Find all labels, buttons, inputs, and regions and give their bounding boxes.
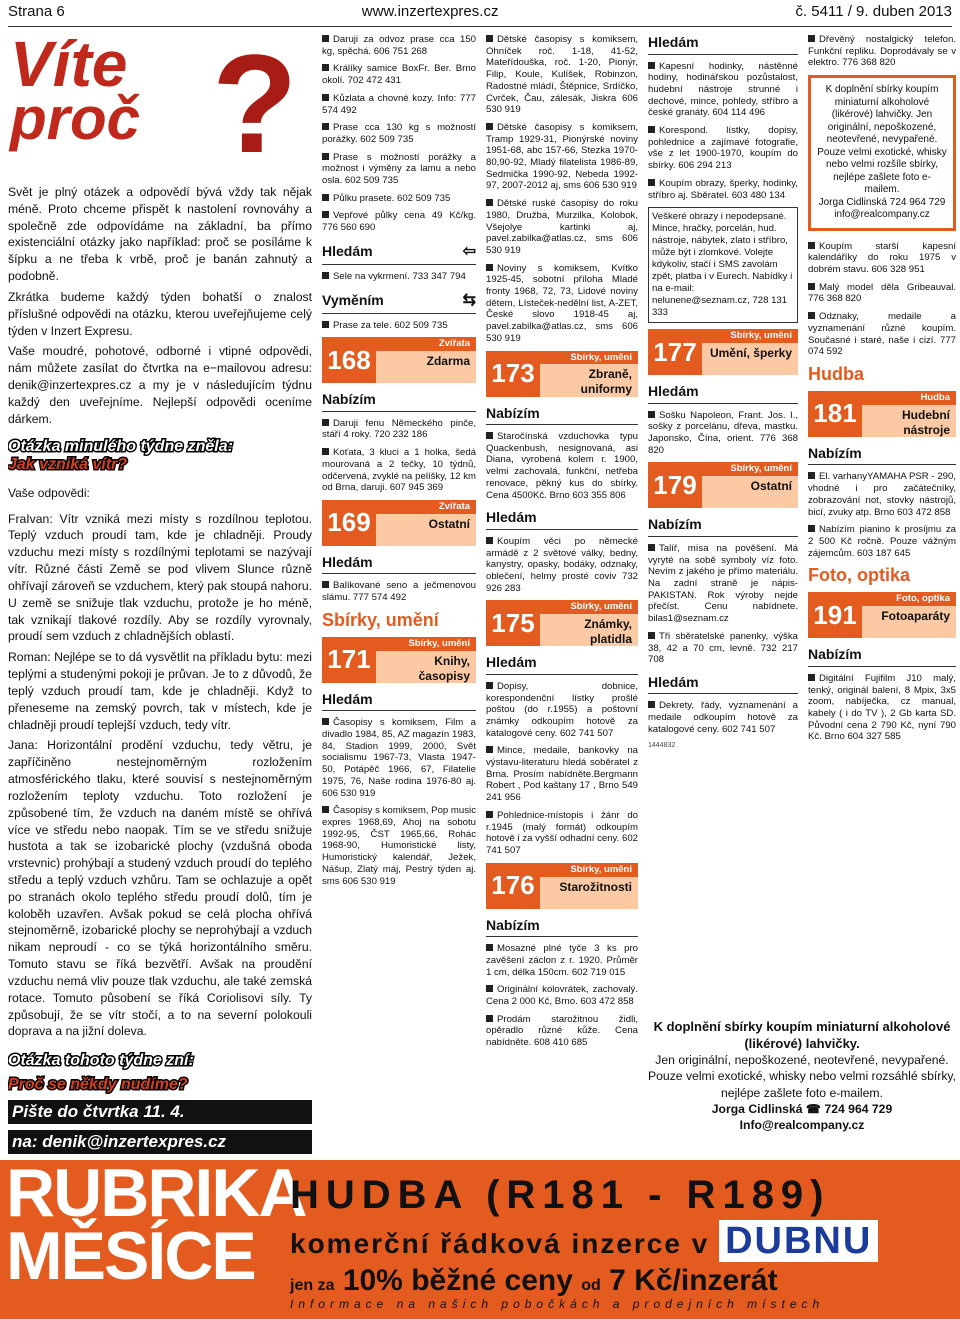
promo-line: Jorga Cidlinská 724 964 729 info@realcompany.cz (818, 196, 946, 221)
section-heading (322, 691, 476, 712)
category-number: 176 (486, 863, 540, 909)
banner-pct: 10% běžné ceny (342, 1264, 573, 1297)
list-item: Sele na vykrmení. 733 347 794 (322, 271, 476, 283)
arrow-icon: ⇆ (462, 291, 476, 309)
section-title: Sbírky, umění (322, 609, 439, 630)
list-item: Sošku Napoleon, Frant. Jos. I., sošky z porcelánu, dřeva, mastku. Japonsko, Čína, orient. 776 368 820 (648, 409, 798, 456)
list-item: Noviny s komiksem, Kvítko 1925-45, sobotní příloha Mladé fronty 1968, 72, 73, Lidové noviny dětem, Lísteček-nedělní list, A-ZET, České slovo 1918-45 aj, pavel.zabilka@atlas.cz, sms 606 530 919 (486, 262, 638, 344)
list-item: Kůzlata a chovné kozy. Info: 777 574 492 (322, 92, 476, 116)
column-3 (486, 34, 638, 1154)
category-number: 191 (808, 592, 862, 638)
deadline-1: Pište do čtvrtka 11. 4. (8, 1100, 312, 1124)
category-name: Známky, platidla (584, 617, 632, 647)
list-item: Mince, medaile, bankovky na výstavu-literaturu hledá soběratel z Brna. Prosím nabídněte.Bergmann Robert , Pod kaštany 17 , Brno 549 241 956 (486, 745, 638, 804)
section-heading (486, 654, 638, 675)
list-item: Dětské časopisy s komiksem, Ohníček roč. 1-18, 41-52, Mateřídouška, roč. 1-20, Pionýr, Filip, Koule, Kulíšek, Robinzon, Radostné mládí, Štěpnice, Srdíčko, Cvrček, Čau, zálesák, Jiskra 606 530 919 (486, 34, 638, 116)
banner-dubnu: DUBNU (719, 1220, 878, 1262)
list-item: Časopisy s komiksem, Pop music expres 1968,69, Ahoj na sobotu 1992-95, ČST 1965,66, Rohác 1968-90, Humoristické listy, Humoristický kalendář, Ježek, Nášup, Zlatý máj, Pestrý týden aj. sms 606 530 919 (322, 805, 476, 887)
category-sub: Sbírky, umění (540, 351, 638, 365)
prev-question: Jak vzniká vítr? (8, 455, 128, 473)
section-heading-label: Nabízím (648, 516, 702, 533)
list-item: Odznaky, medaile a vyznamenání různé koupím. Současné i staré, naše i cizí. 777 074 592 (808, 311, 956, 358)
rubrika-line2: MĚSÍCE (6, 1217, 255, 1294)
list-item: Prase za tele. 602 509 735 (322, 320, 476, 332)
category-name: Zbraně, uniformy (580, 367, 632, 397)
section-heading-label: Nabízím (808, 444, 862, 461)
answers-label: Vaše odpovědi: (8, 485, 90, 500)
category-name: Umění, šperky (709, 345, 792, 360)
column-4 (648, 34, 798, 1014)
section-heading (322, 391, 476, 412)
section-heading-label: Nabízím (486, 404, 540, 421)
list-item: El. varhanyYAMAHA PSR - 290, vhodné i pro začátečníky, zobrazování not, stovky nástrojů, bicí, zvuky atp. Brno 603 472 858 (808, 471, 956, 518)
category-name: Knihy, časopisy (418, 653, 470, 683)
header-rule (8, 26, 952, 27)
category-number: 169 (322, 500, 376, 546)
section-heading-label: Hledám (648, 383, 699, 400)
banner-price (290, 1262, 778, 1300)
ad-line: Pouze velmi exotické, whisky nebo velmi rozsáhlé sbírky, nejlépe zašlete foto e-mailem. (648, 1069, 956, 1100)
page-number: Strana 6 (8, 2, 65, 20)
list-item: Daruji za odvoz prase cca 150 kg, spěchá. 606 751 268 (322, 34, 476, 57)
list-item: Dětské časopisy s komiksem, Tramp 1929-31, Pionýrské noviny 1951-68, abc 157-66, Stezka 1970-80,90-92, Mladý filatelista 1986-89, Sedmička 1990-92, Nebeda 1992-97, 2007-2012 aj, sms 606 530 919 (486, 121, 638, 192)
issue-date: č. 5411 / 9. duben 2013 (795, 2, 952, 20)
list-item: Koťata, 3 kluci a 1 holka, šedá mourovaná a 2 tečky, 10 týdnů, odčervená, zvyklé na pelíšky, 12 km od Brna, daruji. 607 945 369 (322, 447, 476, 494)
section-heading (648, 516, 798, 537)
intro-text-2: Zkrátka budeme každý týden bohatší o znalost příslušné odpovědi na otázku, kterou uveřejňujeme celý týden v Inzert Expresu. (8, 289, 312, 338)
category-box (322, 637, 476, 683)
category-name: Fotoaparáty (881, 609, 950, 624)
section-heading-label: Hledám (322, 690, 373, 707)
list-item: Dětské ruské časopisy do roku 1980, Družba, Murzilka, Kolobok, Všejolye kartinki aj, pavel.zabilka@atlas.cz, sms 606 530 919 (486, 198, 638, 256)
section-heading (648, 674, 798, 695)
category-box (486, 351, 638, 397)
list-item: Malý model děla Gribeauval. 776 368 820 (808, 281, 956, 305)
list-item: Prase cca 130 kg s možností porážky. 602 509 735 (322, 122, 476, 145)
page-header (0, 0, 960, 24)
answer-2: Roman: Nejlépe se to dá vysvětlit na příkladu bytu: mezi teplými a studenými pokoji je průvan. Je to z důvodů, že teplý vzduch proudí tam, kde je chladněji. Když to přeneseme na zemský povrch, tak v místech, kde je chladněji proudí teplejší vzduch, tedy vítr. (8, 650, 312, 732)
answer-3: Jana: Horizontální prodění vzduchu, tedy větru, je zapříčiněno nestejnoměrným rozložením atmosférického tlaku, které souvisí s nestejnoměrným rozložením teploty vzduchu. Toto rozložení je způsobené tím, že vzduch na daném místě se ohřívá více ve středu nebo naopak. Tím se ve středu snižuje hustota a tak se izobarické plochy (vzdušná oboda vrstevnic) prohýbají a studený vzduch proudí do teplého středu a teplý vzduch vzhůru. Tam se ochlazuje a opět po stranách okolo teplého středu proudí dolů, tím je koloběh uzavřen. Avšak pokud se celá plocha ohřívá stejnoměrně, izobarické plochy se neprohýbají a vzduch nikam neproudí - co se týká horizontálního směru. Tomuto stavu se říká bezvětří. Avšak na proudění vzduchu nemá vliv pouze tlak vzduchu, ale také zemská rotace. Tomuto působení se říká Coriolisovi síly. Ty způsobují, že se vítr stočí, a to na severní polokouli doprava a na jižní doleva. (8, 738, 312, 1039)
list-item: Daruji fenu Německého pinče, stáří 4 roky. 720 232 186 (322, 417, 476, 441)
list-item: Půlku prasete. 602 509 735 (322, 193, 476, 205)
list-item: Časopisy s komiksem, Film a divadlo 1984, 85, AZ magazín 1983, 84, Stadion 1999, 2000, Svět socialismu 1967-73, Vlasta 1947-50, Potápěč 1966, 67, Filatelie 1975, 76, Naše rodina 1976-80 aj. 606 530 919 (322, 717, 476, 799)
category-box (322, 337, 476, 383)
category-sub: Sbírky, umění (702, 462, 798, 476)
ad-code: 1444832 (648, 741, 676, 749)
banner-od: od (581, 1277, 601, 1294)
list-item: Koupím starší kapesní kalendáříky do roku 1975 v dobrém stavu. 606 328 951 (808, 240, 956, 276)
liqueur-ad (648, 1018, 956, 1154)
list-item: Vepřové půlky cena 49 Kč/kg. 776 560 690 (322, 210, 476, 234)
section-heading-label: Vyměním (322, 291, 384, 308)
rubrika-title (6, 1155, 306, 1317)
category-number: 173 (486, 351, 540, 397)
category-sub: Sbírky, umění (540, 600, 638, 614)
category-box (808, 391, 956, 437)
list-item: Kapesní hodinky, nástěnné hodiny, hodinářskou pozůstalost, hudební nástroje strunné i dechové, mince, pohledy, stříbro a české granáty. 604 114 496 (648, 60, 798, 119)
category-sub: Sbírky, umění (702, 329, 798, 343)
section-heading (808, 445, 956, 466)
column-2 (322, 34, 476, 1154)
list-item: Mosazné plné tyče 3 ks pro zavěšení záclon z r. 1920. Průměr 1 cm, délka 150cm. 602 719 015 (486, 943, 638, 978)
category-box (648, 462, 798, 508)
category-sub: Sbírky, umění (540, 863, 638, 877)
section-heading (486, 917, 638, 938)
intro-text: Svět je plný otázek a odpovědí bývá vždy tak nějak méně. Proto chceme přispět k nastolení rovnováhy a společně zde odpovídáme na základní, ba přímo existenciální otázky jako například: proč se posíláme k šípku a ne třeba k vrbě, proč je banán zahnutý a podobně. (8, 185, 312, 284)
category-box (808, 592, 956, 638)
left-column (8, 34, 312, 1154)
list-item: Staročínská vzduchovka typu Quackenbush, nesignovaná, asi Diana, vyrobená kolem r. 1900, velmi zachovalá, funkční, netřeba renovace, pěkný kus do sbírky. Cena 4500Kč. Brno 603 355 806 (486, 431, 638, 501)
banner-bottom: Informace na našich pobočkách a prodejních místech (290, 1297, 825, 1311)
list-item: Pohlednice-místopis i žánr do r.1945 (malý formát) odkoupím hotově i za vyšší odhadní ceny. 602 741 507 (486, 809, 638, 856)
ad-email[interactable]: Info@realcompany.cz (739, 1117, 865, 1132)
list-item: Originální kolovrátek, zachovalý. Cena 2 000 Kč, Brno. 603 472 858 (486, 984, 638, 1007)
promo-line: Pouze velmi exotické, whisky nebo velmi rozšíle sbírky, nejlépe zašlete foto e-mailem. (817, 146, 947, 196)
promo-line: K doplnění sbírky koupím miniaturní alkoholové (likérové) lahvičky. Jen originální, nepoškozené, neotevřené, nevypařené. (825, 84, 939, 146)
list-item: Prase s možností porážky a možnost i výměny za lamu a nebo osla. 602 509 735 (322, 151, 476, 187)
list-item: Balíkované seno a ječmenovou slámu. 777 574 492 (322, 580, 476, 604)
intro-text-3: Vaše moudré, pohotové, odborné i vtipné odpovědi, nám můžete zasílat do čtvrtka na e−mailovou adresu: denik@inzertexpres.cz a my je v následujícím týdnu každý den uveřejníme. Nejlepší odpovědi oceníme dárkem. (8, 344, 312, 426)
category-box (648, 329, 798, 375)
category-number: 181 (808, 391, 862, 437)
list-item: Nabízím pianino k prosíjmu za 2 500 Kč ročně. Pouze vážným zájemcům. 603 187 645 (808, 524, 956, 559)
boxed-ad: Veškeré obrazy i nepodepsané. Mince, hračky, porcelán, hud. nástroje, nábytek, zlato i stříbro, může být i zlomkové. Volejte kdykoliv, stačí i SMS zavolám zpět, platba i v Eurech. Nabídky i na e-mail: nelunene@seznam.cz, 728 131 333 (648, 207, 798, 323)
prev-question-label: Otázka minulého týdne zněla: (8, 437, 233, 455)
site-url[interactable]: www.inzertexpres.cz (361, 2, 499, 20)
section-heading-label: Hledám (322, 243, 373, 260)
banner-jen-za: jen za (290, 1277, 335, 1294)
list-item: Dřevěný nostalgický telefon. Funkční repliku. Doprodávaly se v elektro. 776 368 820 (808, 34, 956, 69)
section-title: Hudba (808, 363, 864, 384)
next-question: Proč se někdy nudíme? (8, 1076, 188, 1094)
section-heading (322, 291, 476, 314)
question-mark-icon: ? (212, 34, 298, 182)
section-heading-label: Hledám (486, 654, 537, 671)
list-item: Dopisy, dobnice, korespondenční lístky prošlé poštou (do r.1955) a poštovní známky odkoupím hotově za katalogové ceny. 602 741 507 (486, 680, 638, 739)
category-number: 179 (648, 462, 702, 508)
section-heading-label: Hledám (648, 673, 699, 690)
category-number: 171 (322, 637, 376, 683)
section-heading (486, 509, 638, 530)
section-title: Foto, optika (808, 565, 910, 586)
category-name: Starožitnosti (559, 879, 632, 894)
category-sub: Sbírky, umění (376, 637, 476, 651)
category-number: 175 (486, 600, 540, 646)
section-heading (322, 554, 476, 575)
section-heading-label: Nabízím (322, 391, 376, 408)
section-heading-label: Hledám (486, 509, 537, 526)
logo-line2: proč (10, 85, 141, 152)
category-sub: Zvířata (376, 337, 476, 351)
rubrika-line1: RUBRIKA (6, 1155, 306, 1231)
arrow-icon: ⇦ (462, 242, 476, 260)
list-item: Korespond. lístky, dopisy, pohlednice a zajímavé fotografie, vše z let 1900-1970, koupím do sbírky. 606 294 213 (648, 125, 798, 172)
section-heading (808, 646, 956, 667)
logo-line1: Víte (10, 34, 128, 100)
list-item: Králíky samice BoxFr. Ber. Brno okolí. 702 472 431 (322, 63, 476, 87)
column-5 (808, 34, 956, 1014)
category-box (486, 863, 638, 909)
category-number: 168 (322, 337, 376, 383)
vite-proc-logo (8, 34, 312, 184)
category-sub: Foto, optika (862, 592, 956, 606)
category-box (486, 600, 638, 646)
category-name: Ostatní (750, 479, 792, 494)
deadline-2[interactable]: na: denik@inzertexpres.cz (8, 1130, 312, 1154)
banner-line2-text: komerční řádková inzerce v (290, 1228, 710, 1259)
answer-1: FraIvan: Vítr vzniká mezi místy s rozdílnou teplotou. Teplý vzduch proudí tam, kde je chladněji. Proudy vzduchu mezi místy s rozdílnými teplotami se nazývají vítr. Různé části Země se pod vlivem Slunce různě ohřívají zároveň se vzduchem, který pak stoupá nahoru. U země se snižuje tlak vzduchu, protože je ho méně, tak vznikají tlakové rozdíly. Aby se rozdíly vyrovnaly, proudí sem vzduch z chladnějších oblastí. (8, 511, 312, 644)
category-name: Ostatní (428, 516, 470, 531)
list-item: Prodám starožitnou židli, opěradlo různé kůže. Cena nabídněte. 608 410 685 (486, 1013, 638, 1049)
category-box (322, 500, 476, 546)
ad-contact: Jorga Cidlinská ☎ 724 964 729 (711, 1101, 893, 1116)
category-name: Hudební nástroje (902, 407, 950, 437)
ad-line: Jen originální, nepoškozené, neotevřené, nevypařené. (655, 1053, 949, 1068)
category-number: 177 (648, 329, 702, 375)
section-heading-label: Hledám (648, 34, 699, 50)
list-item: Koupím obrazy, šperky, hodinky, stříbro aj. Sběratel. 603 480 134 (648, 177, 798, 201)
promo-box (808, 75, 956, 231)
list-item: Talíř, mísa na pověšení. Má vyryté na sobě symboly víz foto. Nevím z jakého je přímo materiálu. Na zadní straně je nápis-PAKISTAN. Rok výroby nejde přečíst. Cenu nabídnete. bilas1@seznam.cz (648, 542, 798, 625)
section-heading (322, 242, 476, 265)
banner-price-value: 7 Kč/inzerát (609, 1264, 778, 1297)
category-sub: Zvířata (376, 500, 476, 514)
list-item: Tři sběratelské panenky, výška 38, 42 a 70 cm, levně. 732 217 708 (648, 630, 798, 666)
category-name: Zdarma (426, 354, 470, 369)
list-item: Digitální Fujifilm J10 malý, tenký, originál balení, 8 Mpix, 3x5 zoom, nabíječka, cz manual, kabely ( i do TV ), 2 Gb karta SD. Původní cena 2 790 Kč, nyní 790 Kč. Brno 604 327 585 (808, 672, 956, 743)
section-heading (648, 383, 798, 404)
next-question-label: Otázka tohoto týdne zní: (8, 1052, 194, 1070)
list-item: Koupím věci po německé armádě z 2 světové války, bedny, kanystry, opasky, bodáky, odznaky, oblečení, helmy prosté coviv 732 926 283 (486, 535, 638, 594)
section-heading-label: Nabízím (808, 646, 862, 663)
list-item: Dekrety, řády, vyznamenání a medaile odkoupím hotově za katalogové ceny. 602 741 507 (648, 700, 798, 735)
ad-title: K doplnění sbírky koupím miniaturní alkoholové (likérové) lahvičky. (653, 1019, 951, 1052)
section-heading-label: Nabízím (486, 916, 540, 933)
section-heading (648, 34, 798, 55)
banner-line2 (290, 1218, 878, 1266)
section-heading (486, 405, 638, 426)
section-heading-label: Hledám (322, 553, 373, 570)
banner-hudba: HUDBA (R181 - R189) (290, 1173, 831, 1217)
category-sub: Hudba (862, 391, 956, 405)
